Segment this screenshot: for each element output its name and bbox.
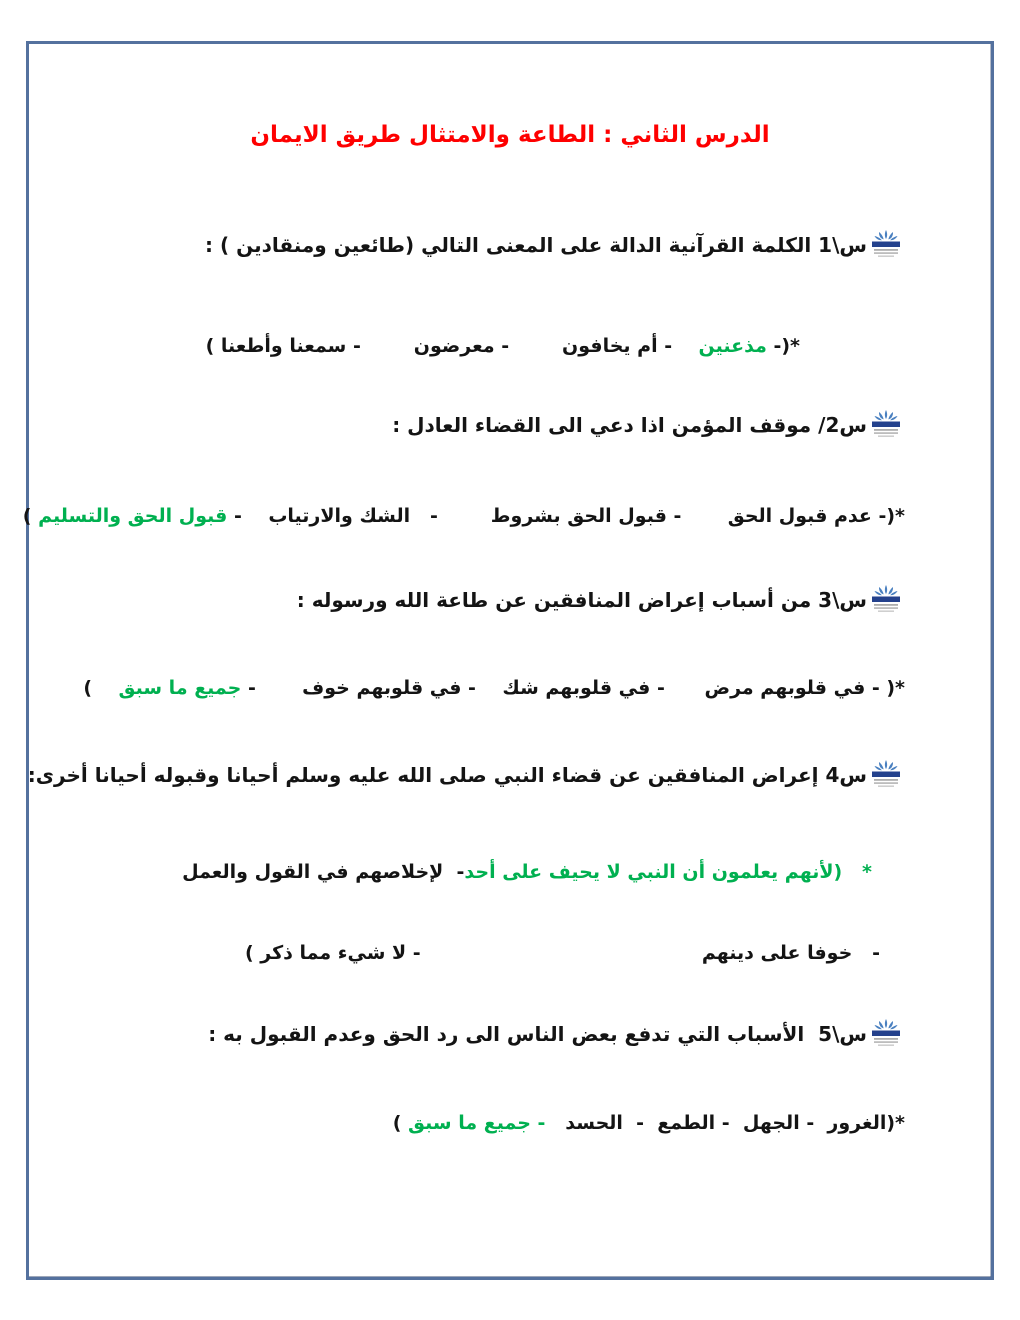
option-segment: - لإخلاصهم في القول والعمل	[182, 861, 465, 883]
question-5	[208, 1016, 902, 1050]
ministry-logo-icon	[870, 227, 902, 259]
question-1-options	[206, 330, 800, 362]
option-segment: *( - في قلوبهم مرض - في قلوبهم شك - في قلوبهم خوف -	[241, 677, 905, 699]
option-segment: جميع ما سبق	[118, 677, 242, 699]
question-3-options	[83, 672, 905, 704]
question-4-text: س4 إعراض المنافقين عن قضاء النبي صلى الله عليه وسلم أحيانا وقبوله أحيانا أخرى:	[27, 763, 867, 787]
ministry-logo-icon	[870, 407, 902, 439]
question-4-options-row-2	[245, 937, 880, 969]
question-5-options	[393, 1107, 905, 1139]
option-segment: *(-	[766, 335, 800, 357]
option-segment: - خوفا على دينهم	[701, 942, 880, 964]
question-1	[205, 227, 902, 261]
question-2-options	[23, 500, 905, 532]
question-2	[392, 407, 902, 441]
option-segment: - لا شيء مما ذكر )	[245, 942, 421, 964]
question-4-options-row-1	[182, 856, 872, 888]
question-3-text: س\3 من أسباب إعراض المنافقين عن طاعة الله ورسوله :	[296, 588, 867, 612]
option-segment: * (لأنهم يعلمون أن النبي لا يحيف على أحد	[464, 861, 872, 883]
ministry-logo-icon	[870, 1016, 902, 1048]
question-1-text: س\1 الكلمة القرآنية الدالة على المعنى التالي (طائعين ومنقادين ) :	[205, 233, 867, 257]
question-2-text: س2/ موقف المؤمن اذا دعي الى القضاء العادل :	[392, 413, 867, 437]
option-segment: *(- عدم قبول الحق - قبول الحق بشروط - الشك والارتياب -	[227, 505, 905, 527]
ministry-logo-icon	[870, 757, 902, 789]
lesson-title: الدرس الثاني : الطاعة والامتثال طريق الايمان	[250, 122, 770, 148]
question-4	[28, 757, 902, 791]
option-segment: )	[22, 505, 39, 527]
option-segment: - أم يخافون - معرضون - سمعنا وأطعنا )	[205, 335, 699, 357]
option-segment: )	[392, 1112, 409, 1134]
option-segment: مذعنين	[698, 335, 767, 357]
question-5-text: س\5 الأسباب التي تدفع بعض الناس الى رد الحق وعدم القبول به :	[208, 1022, 867, 1046]
option-segment: )	[83, 677, 119, 699]
question-3	[297, 582, 902, 616]
option-segment: قبول الحق والتسليم	[38, 505, 228, 527]
option-segment: *(الغرور - الجهل - الطمع - الحسد	[545, 1112, 905, 1134]
option-segment: - جميع ما سبق	[408, 1112, 546, 1134]
ministry-logo-icon	[870, 582, 902, 614]
